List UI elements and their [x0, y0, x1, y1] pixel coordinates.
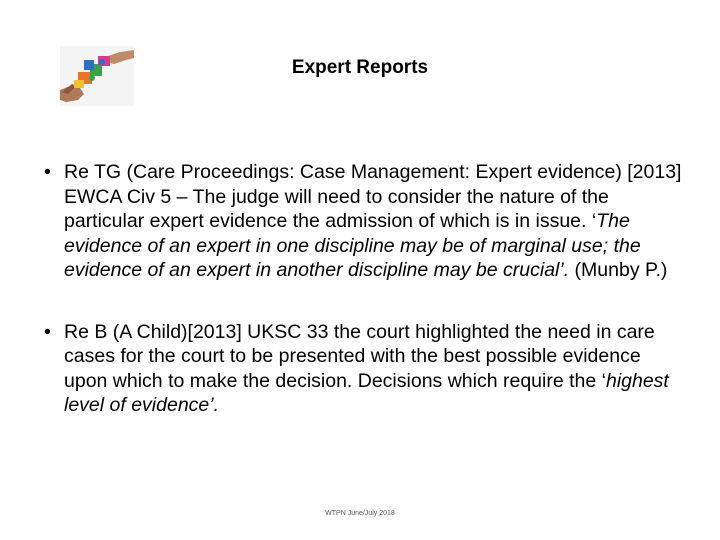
puzzle-hands-icon — [60, 46, 134, 106]
bullet-marker: • — [44, 320, 51, 343]
slide-footer: WTPN June/July 2018 — [325, 510, 395, 517]
bullet-list — [44, 160, 684, 418]
bullet-quote: highest level of evidence’. — [64, 369, 669, 416]
bullet-quote: The evidence of an expert in one discipline may be of marginal use; the evidence of an expert in another discipline may be crucial’. — [64, 210, 641, 281]
slide-title: Expert Reports — [291, 57, 429, 78]
bullet-marker: • — [44, 161, 51, 183]
bullet-item — [44, 160, 684, 283]
bullet-attribution: (Munby P.) — [569, 259, 668, 281]
bullet-text: Re TG (Care Proceedings: Case Management: Expert evidence) [2013] EWCA Civ 5 – The judge will need to consider the nature of the particular expert evidence the admission of which is in issue. ‘ — [64, 161, 682, 232]
bullet-item — [44, 320, 684, 418]
bullet-text: Re B (A Child)[2013] UKSC 33 the court highlighted the need in care cases for the court to be presented with the best possible evidence upon which to make the decision. Decisions which require the ‘ — [64, 320, 655, 392]
